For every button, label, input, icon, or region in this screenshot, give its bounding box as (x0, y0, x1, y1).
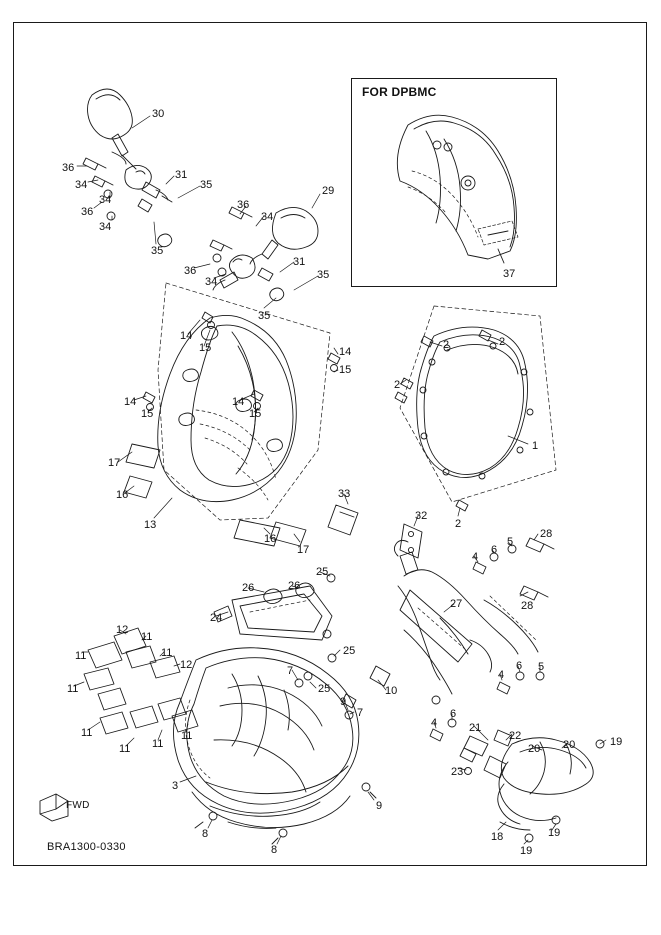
callout-number-16: 16 (116, 489, 129, 501)
callout-number-10: 10 (385, 685, 398, 697)
callout-number-22: 22 (509, 730, 522, 742)
callout-number-4: 4 (498, 669, 505, 681)
callout-number-32: 32 (415, 510, 428, 522)
callout-number-31: 31 (175, 169, 188, 181)
callout-number-20: 20 (563, 739, 576, 751)
callout-number-36: 36 (237, 199, 250, 211)
callout-number-30: 30 (152, 108, 165, 120)
callout-number-6: 6 (450, 708, 457, 720)
callout-number-19: 19 (520, 845, 533, 857)
callout-number-7: 7 (287, 665, 294, 677)
callout-number-21: 21 (469, 722, 482, 734)
callout-number-11: 11 (152, 738, 164, 750)
callout-number-35: 35 (200, 179, 213, 191)
callout-number-34: 34 (75, 179, 88, 191)
callout-number-29: 29 (322, 185, 335, 197)
callout-number-16: 16 (264, 533, 277, 545)
inset-title: FOR DPBMC (362, 85, 437, 99)
callout-number-19: 19 (548, 827, 561, 839)
callout-number-14: 14 (180, 330, 193, 342)
callout-number-1: 1 (532, 440, 539, 452)
callout-number-36: 36 (62, 162, 75, 174)
callout-number-36: 36 (184, 265, 197, 277)
callout-number-11: 11 (181, 730, 193, 742)
callout-number-13: 13 (144, 519, 157, 531)
callout-number-11: 11 (67, 683, 79, 695)
callout-number-35: 35 (151, 245, 164, 257)
callout-number-25: 25 (318, 683, 331, 695)
callout-number-14: 14 (124, 396, 137, 408)
callout-number-5: 5 (538, 661, 545, 673)
callout-number-19: 19 (610, 736, 623, 748)
callout-number-34: 34 (205, 276, 218, 288)
callout-number-26: 26 (242, 582, 255, 594)
callout-number-11: 11 (161, 647, 173, 659)
callout-number-14: 14 (232, 396, 245, 408)
callout-number-7: 7 (357, 707, 364, 719)
callout-number-9: 9 (376, 800, 383, 812)
callout-number-11: 11 (119, 743, 131, 755)
callout-number-17: 17 (108, 457, 121, 469)
callout-number-33: 33 (338, 488, 351, 500)
callout-number-35: 35 (317, 269, 330, 281)
part-code: BRA1300-0330 (47, 841, 126, 853)
callout-number-17: 17 (297, 544, 310, 556)
callout-number-26: 26 (288, 580, 301, 592)
callout-number-15: 15 (249, 408, 262, 420)
callout-number-14: 14 (339, 346, 352, 358)
callout-number-15: 15 (339, 364, 352, 376)
callout-number-28: 28 (540, 528, 553, 540)
callout-number-2: 2 (394, 379, 401, 391)
callout-number-9: 9 (340, 696, 347, 708)
callout-number-31: 31 (293, 256, 306, 268)
callout-number-15: 15 (199, 342, 212, 354)
callout-number-23: 23 (451, 766, 464, 778)
callout-number-11: 11 (141, 631, 153, 643)
callout-number-11: 11 (75, 650, 87, 662)
callout-number-4: 4 (431, 717, 438, 729)
callout-number-4: 4 (472, 551, 479, 563)
callout-number-12: 12 (180, 659, 193, 671)
fwd-label: FWD (66, 800, 90, 811)
callout-number-24: 24 (210, 612, 223, 624)
callout-number-18: 18 (491, 831, 504, 843)
callout-number-15: 15 (141, 408, 154, 420)
callout-number-2: 2 (455, 518, 462, 530)
callout-number-8: 8 (202, 828, 209, 840)
callout-number-34: 34 (261, 211, 274, 223)
callout-number-27: 27 (450, 598, 463, 610)
callout-number-12: 12 (116, 624, 129, 636)
callout-number-3: 3 (172, 780, 179, 792)
callout-number-25: 25 (316, 566, 329, 578)
callout-number-2: 2 (499, 336, 506, 348)
callout-number-6: 6 (516, 660, 523, 672)
callout-number-5: 5 (507, 536, 514, 548)
callout-number-2: 2 (443, 339, 450, 351)
callout-number-25: 25 (343, 645, 356, 657)
callout-number-11: 11 (81, 727, 93, 739)
callout-number-8: 8 (271, 844, 278, 856)
callout-number-28: 28 (521, 600, 534, 612)
callout-number-6: 6 (491, 544, 498, 556)
callout-number-34: 34 (99, 194, 112, 206)
callout-number-36: 36 (81, 206, 94, 218)
callout-number-37: 37 (503, 268, 516, 280)
callout-number-34: 34 (99, 221, 112, 233)
callout-number-20: 20 (528, 743, 541, 755)
callout-number-35: 35 (258, 310, 271, 322)
